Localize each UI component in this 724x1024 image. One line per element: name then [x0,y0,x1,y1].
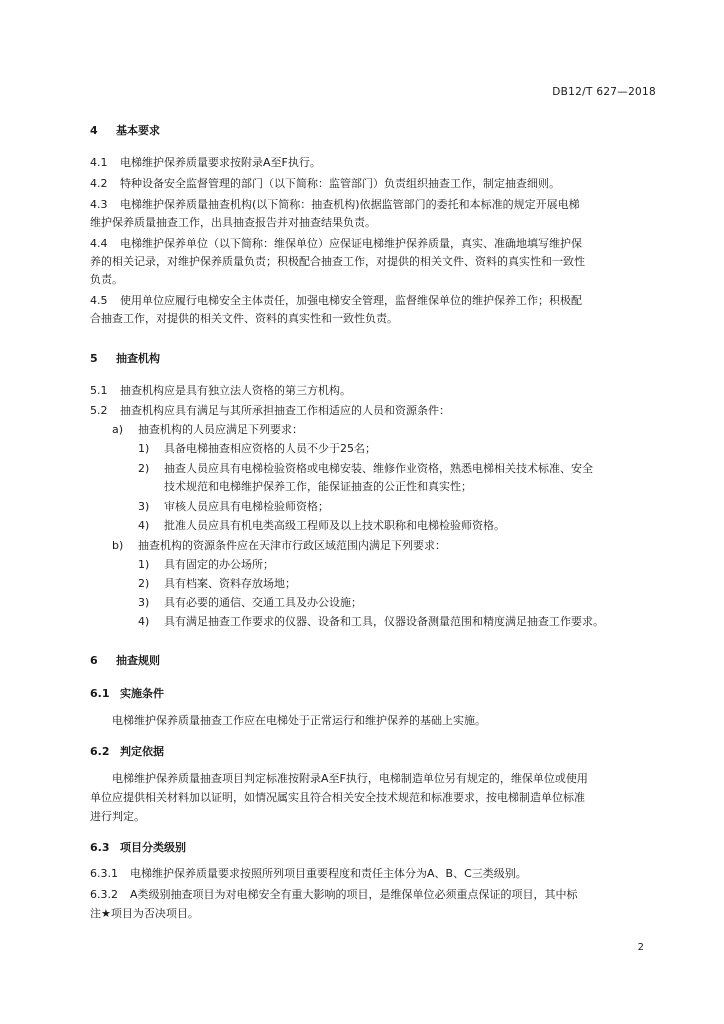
section-title: 抽查规则 [116,654,160,667]
item-text: 审核人员应具有电梯检验师资格； [164,500,329,513]
clause-5-1 [90,383,351,399]
item-text: 具有固定的办公场所； [164,558,274,571]
clause-text: 抽查机构应是具有独立法人资格的第三方机构。 [120,384,351,397]
clause-6-3-heading [90,840,186,856]
list-text: 抽查机构的人员应满足下列要求： [138,423,303,436]
section-title: 基本要求 [116,124,160,137]
item-text: 具备电梯抽查相应资格的人员不少于25名； [164,442,376,455]
clause-number: 5.2 [90,404,108,417]
clause-number: 6.1 [90,687,110,700]
section-5-heading [90,350,160,366]
item-text: 具有档案、资料存放场地； [164,577,296,590]
section-number: 6 [90,654,98,667]
clause-text: 使用单位应履行电梯安全主体责任，加强电梯安全管理，监督维保单位的维护保养工作；积极配 [120,294,582,307]
clause-5-2 [90,403,450,419]
item-number: 4) [138,519,150,532]
clause-4-5 [90,293,582,309]
clause-number: 4.2 [90,177,108,190]
list-item-a [112,422,303,438]
sub-item [138,518,505,534]
sub-item [138,576,296,592]
sub-item [138,557,274,573]
clause-6-1-heading [90,686,164,702]
clause-6-2-text: 电梯维护保养质量抽查项目判定标准按附录A至F执行，电梯制造单位另有规定的，维保单位或使用 [112,772,588,785]
clause-4-4 [90,236,582,252]
clause-text: 电梯维护保养质量抽查机构(以下简称：抽查机构)依据监管部门的委托和本标准的规定开展电梯 [120,198,580,211]
clause-6-2-cont: 单位应提供相关材料加以证明，如情况属实且符合相关安全技术规范和标准要求，按电梯制造单位标准 [90,791,585,804]
sub-item [138,595,362,611]
item-number: 1) [138,442,150,455]
clause-text: 电梯维护保养单位（以下简称：维保单位）应保证电梯维护保养质量，真实、准确地填写维护保 [120,237,582,250]
list-label: b) [112,539,124,552]
sub-item [138,461,593,477]
clause-number: 6.3.1 [90,867,118,880]
clause-4-1 [90,155,321,171]
section-number: 5 [90,352,98,365]
list-text: 抽查机构的资源条件应在天津市行政区域范围内满足下列要求： [138,539,446,552]
item-number: 2) [138,462,150,475]
clause-text: 电梯维护保养质量要求按照所列项目重要程度和责任主体分为A、B、C三类级别。 [130,867,527,880]
item-number: 3) [138,500,150,513]
clause-title: 项目分类级别 [120,841,186,854]
clause-text: 电梯维护保养质量要求按附录A至F执行。 [120,156,321,169]
clause-title: 判定依据 [120,745,164,758]
clause-number: 4.4 [90,237,108,250]
clause-number: 6.2 [90,745,110,758]
clause-text: 抽查机构应具有满足与其所承担抽查工作相适应的人员和资源条件： [120,404,450,417]
sub-item [138,441,376,457]
item-number: 4) [138,615,150,628]
list-label: a) [112,423,124,436]
clause-text: 特种设备安全监督管理的部门（以下简称：监管部门）负责组织抽查工作，制定抽查细则。 [120,177,560,190]
section-title: 抽查机构 [116,352,160,365]
item-number: 1) [138,558,150,571]
list-item-b [112,538,446,554]
clause-number: 6.3 [90,841,110,854]
clause-4-3-cont: 维护保养质量抽查工作，出具抽查报告并对抽查结果负责。 [90,216,376,229]
clause-6-3-2-cont: 注★项目为否决项目。 [90,907,199,920]
clause-6-2-heading [90,744,164,760]
section-4-heading [90,122,160,138]
sub-item-cont: 技术规范和电梯维护保养工作，能保证抽查的公正性和真实性； [164,480,472,493]
item-number: 2) [138,577,150,590]
clause-4-4-cont: 负责。 [90,273,123,286]
clause-number: 4.3 [90,198,108,211]
clause-4-2 [90,176,560,192]
clause-4-5-cont: 合抽查工作，对提供的相关文件、资料的真实性和一致性负责。 [90,312,398,325]
clause-4-4-cont: 养的相关记录，对维护保养质量负责；积极配合抽查工作，对提供的相关文件、资料的真实性和一致性 [90,255,585,268]
sub-item [138,614,604,630]
clause-number: 6.3.2 [90,888,118,901]
clause-6-3-1 [90,866,527,882]
standard-code: DB12/T 627—2018 [552,86,656,98]
clause-text: A类级别抽查项目为对电梯安全有重大影响的项目，是维保单位必须重点保证的项目，其中标 [130,888,578,901]
item-text: 批准人员应具有机电类高级工程师及以上技术职称和电梯检验师资格。 [164,519,505,532]
clause-4-3 [90,197,580,213]
clause-6-1-text: 电梯维护保养质量抽查工作应在电梯处于正常运行和维护保养的基础上实施。 [112,714,486,727]
item-text: 抽查人员应具有电梯检验资格或电梯安装、维修作业资格，熟悉电梯相关技术标准、安全 [164,462,593,475]
sub-item [138,499,329,515]
section-6-heading [90,652,160,668]
item-number: 3) [138,596,150,609]
item-text: 具有满足抽查工作要求的仪器、设备和工具，仪器设备测量范围和精度满足抽查工作要求。 [164,615,604,628]
item-text: 具有必要的通信、交通工具及办公设施； [164,596,362,609]
clause-6-2-cont: 进行判定。 [90,810,145,823]
clause-number: 4.1 [90,156,108,169]
page-number: 2 [637,942,644,953]
clause-title: 实施条件 [120,687,164,700]
section-number: 4 [90,124,98,137]
clause-number: 5.1 [90,384,108,397]
clause-6-3-2 [90,887,578,903]
clause-number: 4.5 [90,294,108,307]
